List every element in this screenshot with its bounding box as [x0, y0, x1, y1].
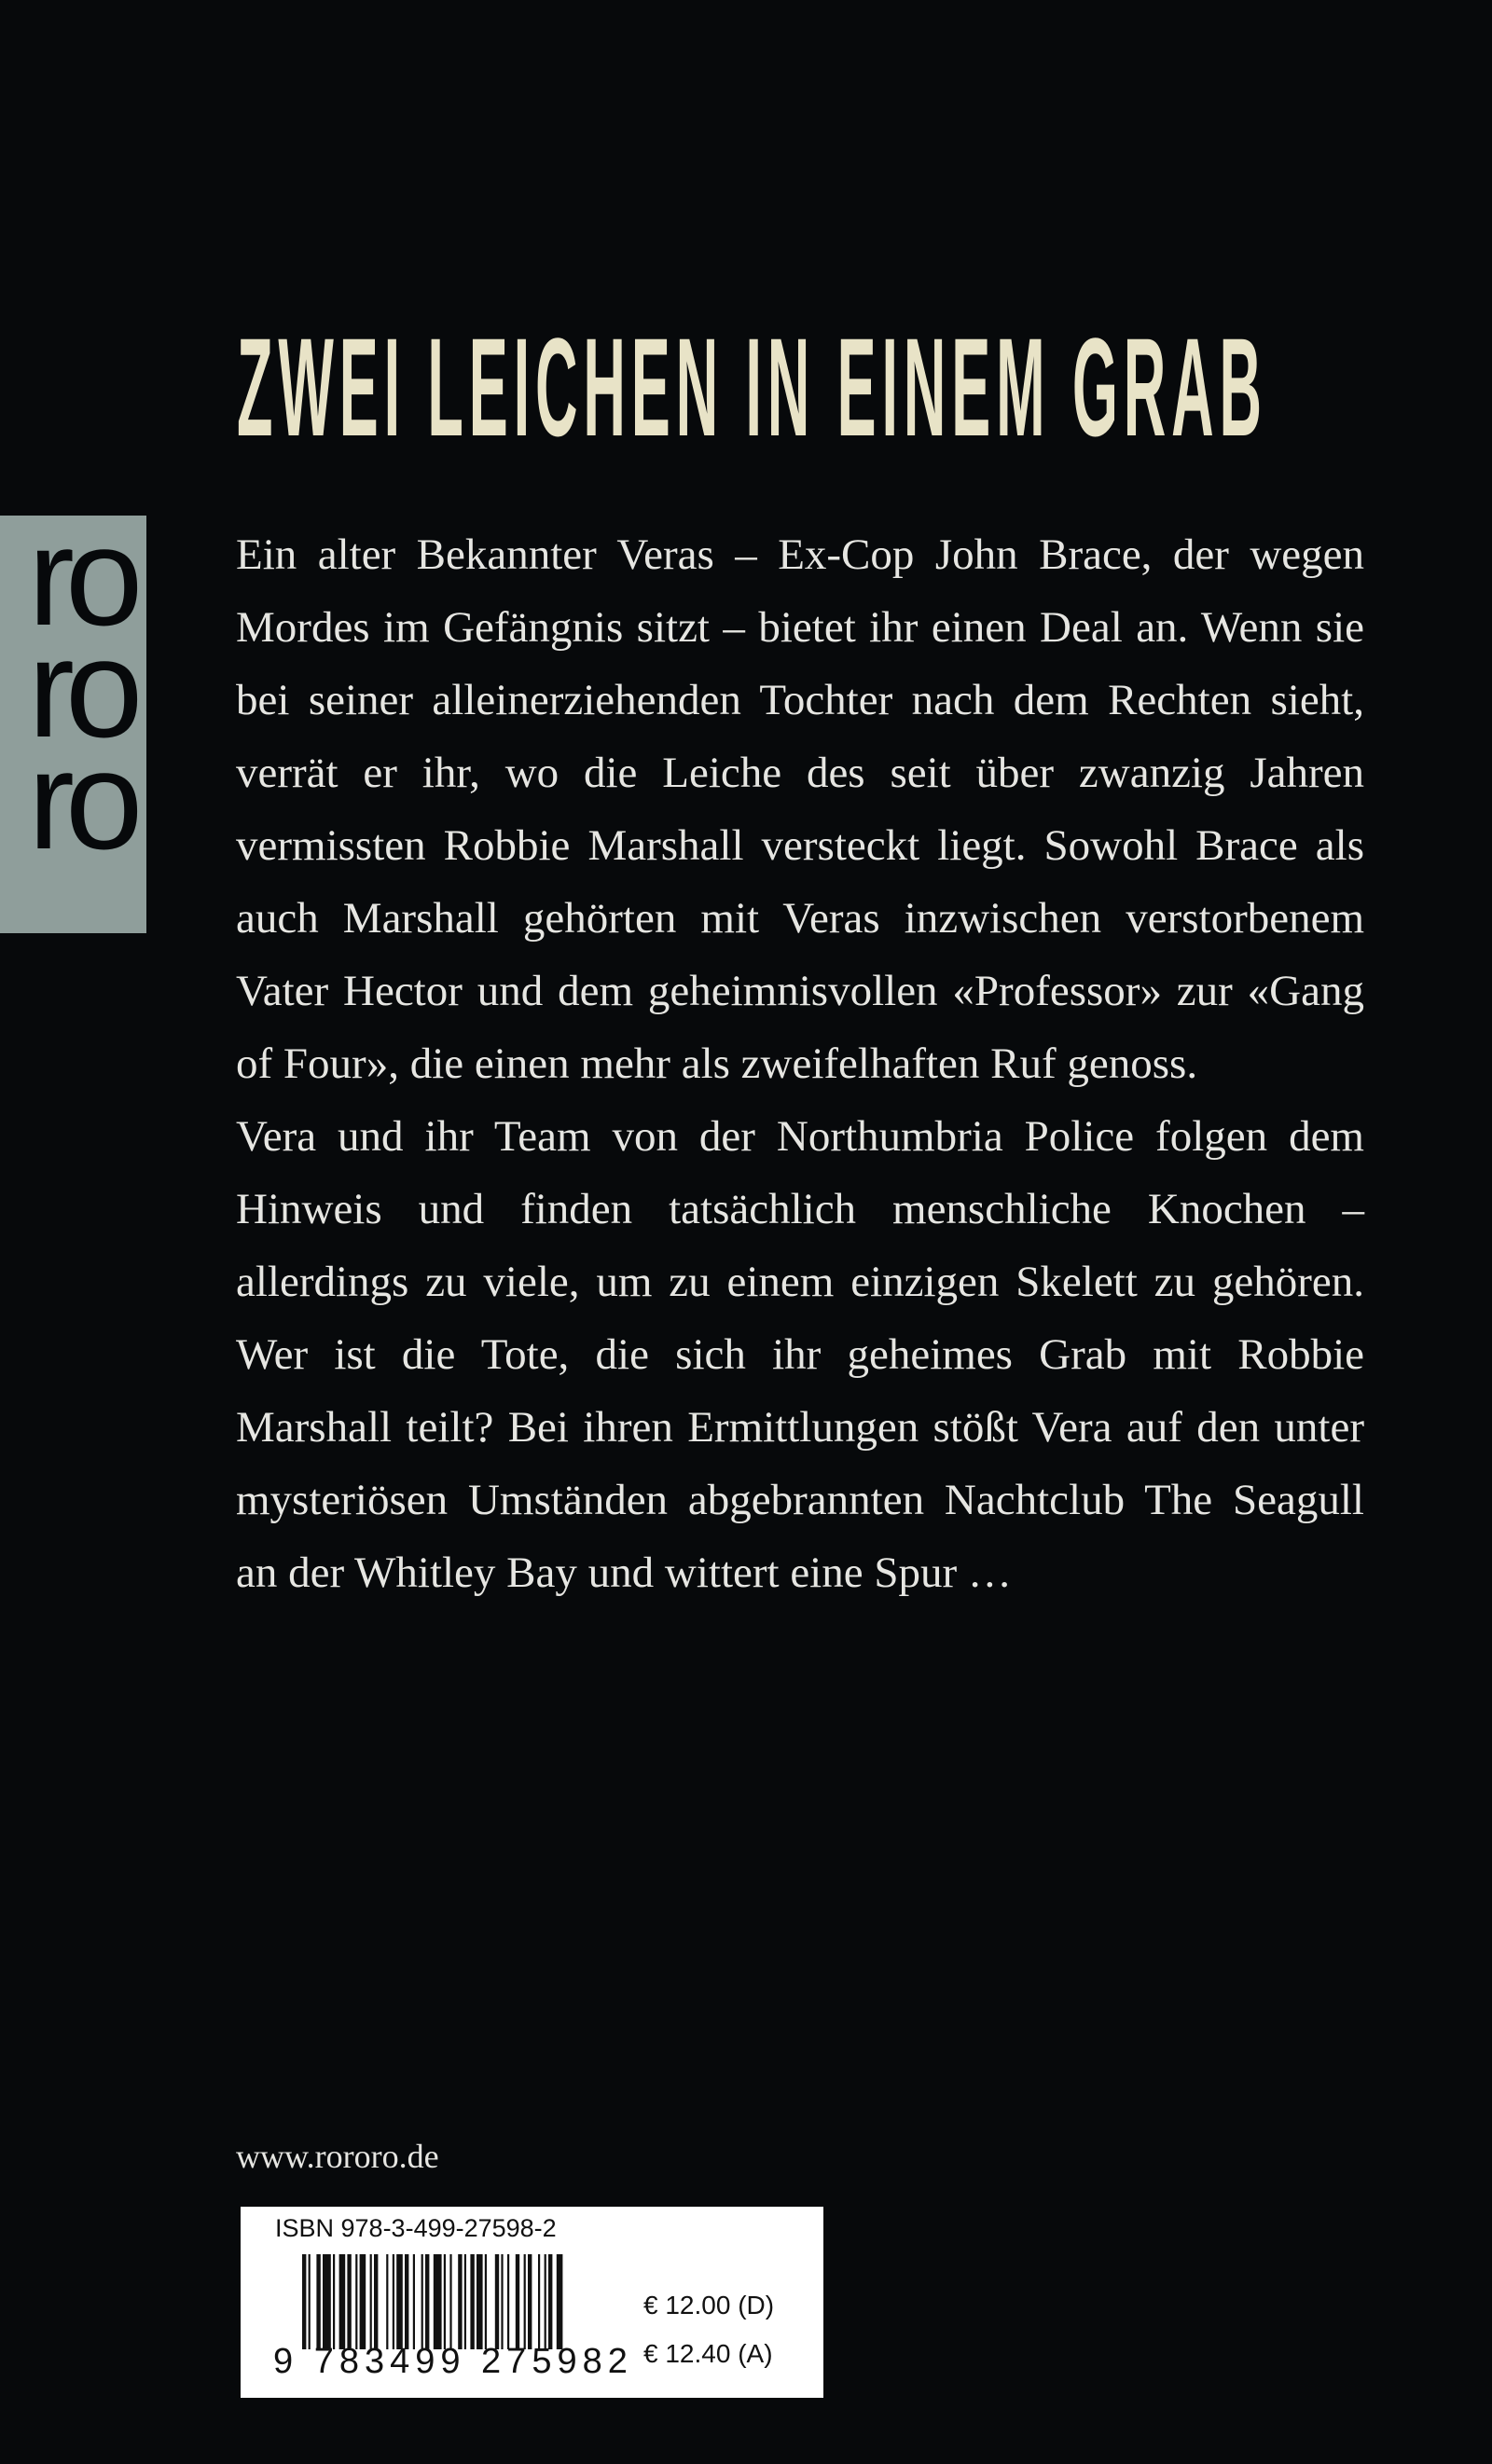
barcode-bar [524, 2254, 526, 2349]
barcode-bar [538, 2254, 540, 2349]
barcode-bar [413, 2254, 415, 2349]
barcode-bar [393, 2254, 394, 2349]
barcode-bar [495, 2254, 499, 2349]
barcode-bar [309, 2254, 311, 2349]
blurb-text [236, 518, 1364, 1609]
barcode-bar [501, 2254, 503, 2349]
barcode-bar [421, 2254, 423, 2349]
barcode-bar [302, 2254, 306, 2349]
barcode-bar [485, 2254, 487, 2349]
barcode-bar [355, 2254, 357, 2349]
isbn-number: ISBN 978-3-499-27598-2 [275, 2214, 557, 2242]
barcode-label [241, 2207, 823, 2398]
barcode-bar [458, 2254, 462, 2349]
barcode-bar [557, 2254, 563, 2349]
barcode-bar [434, 2254, 442, 2349]
barcode-bar [360, 2254, 366, 2349]
blurb-paragraph-2: Vera und ihr Team von der Northumbria Police folgen dem Hinweis und finden tatsächlich menschliche Knochen – allerdings zu viele, um zu einem einzigen Skelett zu gehören. Wer ist die Tote, die sich ihr geheimes Grab mit Robbie Marshall teilt? Bei ihren Ermittlungen stößt Vera auf den unter mysteriösen Umständen abgebrannten Nachtclub The Seagull an der Whitley Bay und wittert eine Spur … [236, 1112, 1364, 1597]
barcode-bar [333, 2254, 335, 2349]
barcode-bar [545, 2254, 546, 2349]
barcode-bar [316, 2254, 320, 2349]
barcode-bar [405, 2254, 408, 2349]
barcode-bar [470, 2254, 474, 2349]
logo-line: ro [28, 610, 134, 766]
barcode-bar [477, 2254, 483, 2349]
barcode-bar [386, 2254, 388, 2349]
price-austria: € 12.40 (A) [643, 2339, 773, 2368]
barcode-bar [548, 2254, 552, 2349]
barcode-bar [528, 2254, 532, 2349]
headline: ZWEI LEICHEN IN EINEM GRAB [237, 309, 1267, 465]
barcode-bars [302, 2254, 610, 2349]
barcode-bar [396, 2254, 403, 2349]
barcode-bar [507, 2254, 509, 2349]
barcode-bar [339, 2254, 346, 2349]
barcode-bar [374, 2254, 378, 2349]
barcode-bar [449, 2254, 451, 2349]
barcode-bar [464, 2254, 466, 2349]
logo-line: ro [28, 722, 134, 878]
barcode-bar [323, 2254, 331, 2349]
barcode-bar [370, 2254, 372, 2349]
barcode-bar [425, 2254, 429, 2349]
blurb-paragraph-1: Ein alter Bekannter Veras – Ex-Cop John Brace, der wegen Mordes im Gefängnis sitzt – bietet ihr einen Deal an. Wenn sie bei seiner alleinerziehenden Tochter nach dem Rechten sieht, verrät er ihr, wo die Leiche des seit über zwanzig Jahren vermissten Robbie Marshall versteckt liegt. Sowohl Brace als auch Marshall gehörten mit Veras inzwischen verstorbenem Vater Hector und dem geheimnisvollen «Professor» zur «Gang of Four», die einen mehr als zweifelhaften Ruf genoss. [236, 530, 1364, 1088]
barcode-bar [444, 2254, 446, 2349]
publisher-website: www.rororo.de [236, 2138, 439, 2175]
rororo-logo [0, 516, 146, 933]
barcode-bar [347, 2254, 351, 2349]
logo-line: ro [28, 516, 134, 654]
barcode-bar [516, 2254, 519, 2349]
price-germany: € 12.00 (D) [643, 2291, 775, 2319]
barcode-digits: 9 783499 275982 [273, 2342, 633, 2381]
